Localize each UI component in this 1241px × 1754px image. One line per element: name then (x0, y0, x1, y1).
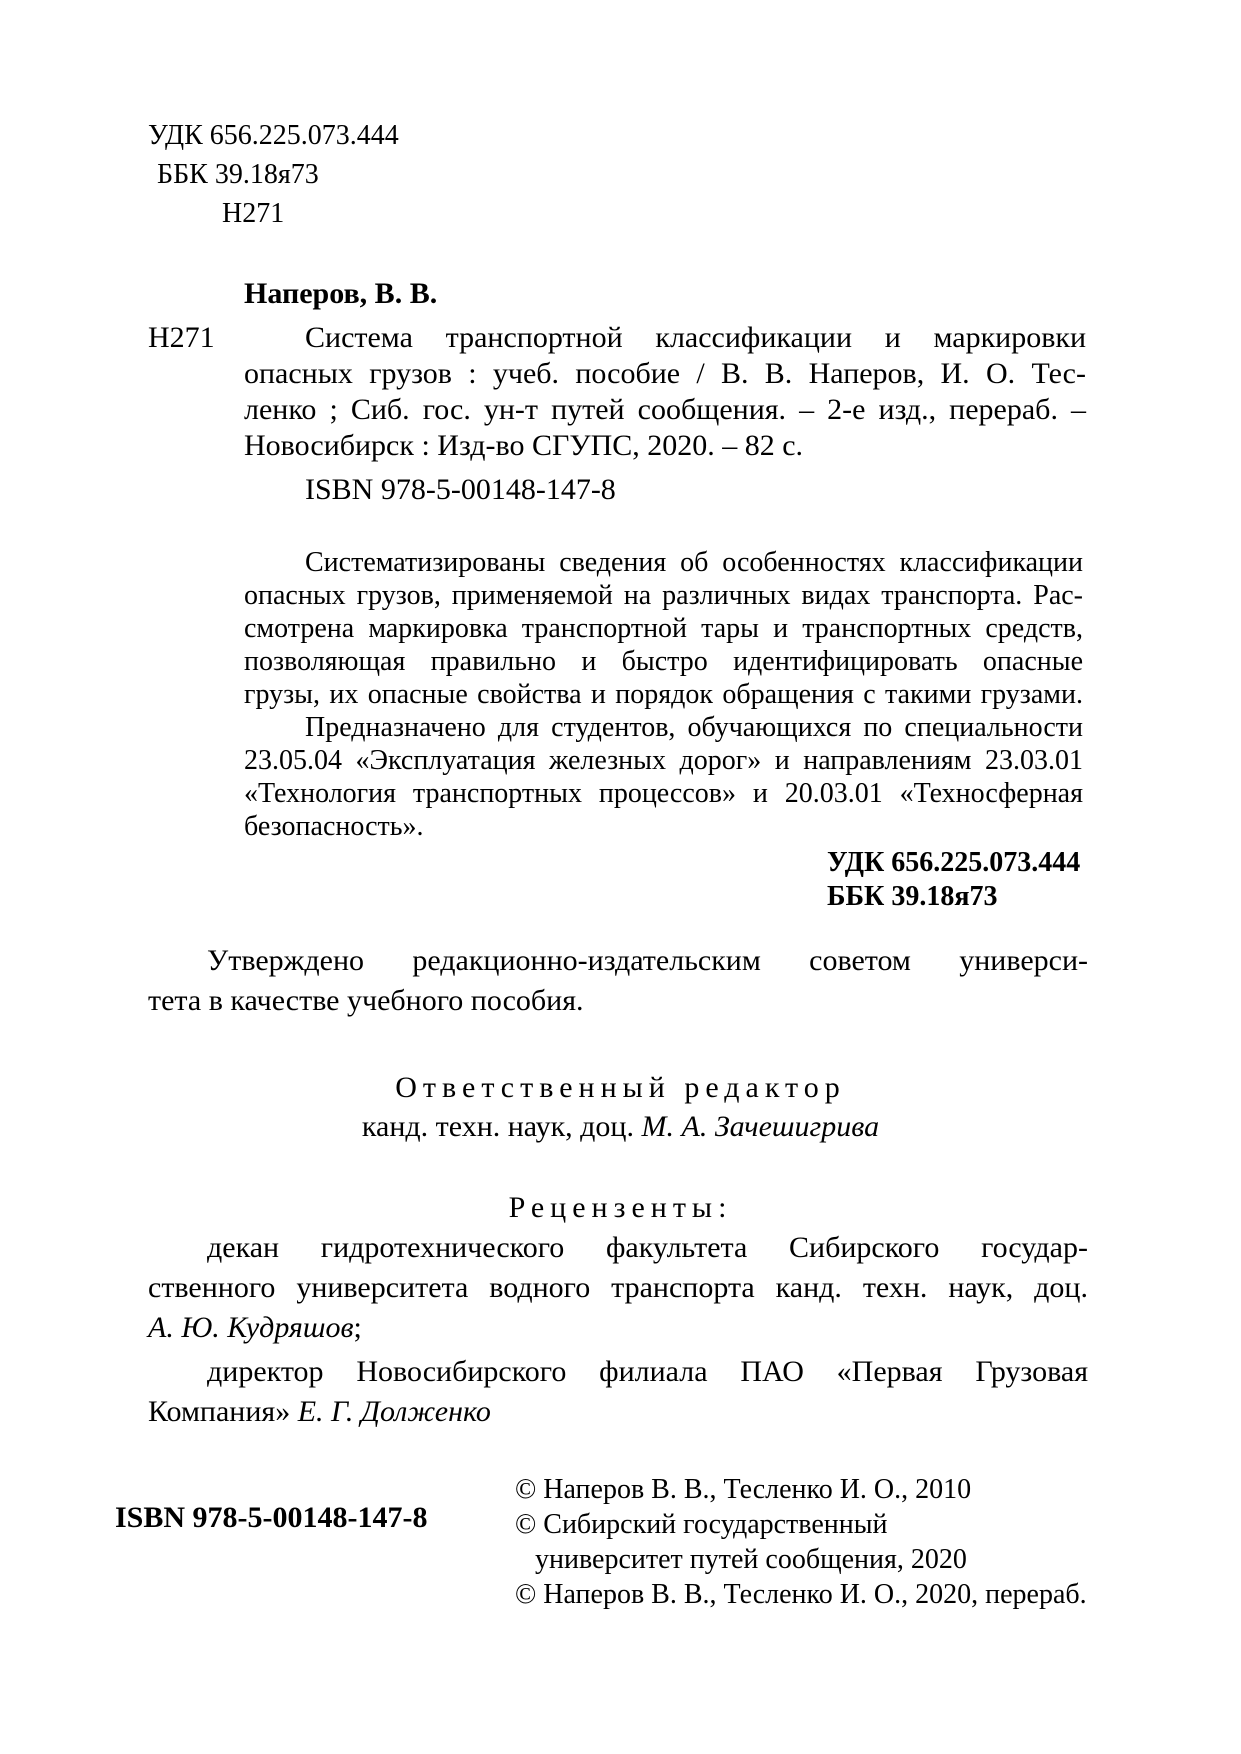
reviewers-title: Рецензенты: (508, 1191, 733, 1224)
abstract-p1-line-4: позволяющая правильно и быстро идентифицировать опасные (244, 646, 1083, 677)
reviewer-2-line-1: директор Новосибирского филиала ПАО «Первая Грузовая (207, 1355, 1088, 1388)
udk-header: УДК 656.225.073.444 (148, 120, 399, 151)
copyright-line-1: © Наперов В. В., Тесленко И. О., 2010 (515, 1474, 972, 1505)
reviewer-2-prefix: Компания» (148, 1395, 291, 1428)
author-mark-header: Н271 (222, 198, 285, 229)
abstract-p2-line-3: «Технология транспортных процессов» и 20.03.01 «Техносферная (244, 778, 1083, 809)
editor-credentials: канд. техн. наук, доц. (361, 1110, 634, 1143)
approval-line-1: Утверждено редакционно-издательским советом универси- (207, 944, 1088, 977)
bib-line-3: ленко ; Сиб. гос. ун-т путей сообщения. – 2-е изд., перераб. – (244, 393, 1086, 426)
bib-line-4: Новосибирск : Изд-во СГУПС, 2020. – 82 с. (244, 429, 804, 462)
abstract-p2-line-2: 23.05.04 «Эксплуатация железных дорог» и направлениям 23.03.01 (244, 745, 1083, 776)
abstract-p1-line-3: смотрена маркировка транспортной тары и транспортных средств, (244, 613, 1083, 644)
bib-isbn: ISBN 978-5-00148-147-8 (305, 473, 616, 506)
abstract-p1-line-2: опасных грузов, применяемой на различных видах транспорта. Рас- (244, 580, 1083, 611)
reviewer-2-line-2 (148, 1394, 491, 1430)
copyright-line-3: университет путей сообщения, 2020 (535, 1544, 967, 1575)
abstract-p2-line-1: Предназначено для студентов, обучающихся по специальности (305, 712, 1083, 743)
reviewer-1-line-1: декан гидротехнического факультета Сибирского государ- (207, 1231, 1088, 1264)
reviewer-1-end: ; (353, 1311, 362, 1344)
bbk-header: ББК 39.18я73 (157, 159, 319, 190)
reviewer-2-name: Е. Г. Долженко (297, 1395, 491, 1428)
abstract-p2-line-4: безопасность». (244, 811, 424, 842)
reviewer-1-line-3 (148, 1310, 362, 1346)
footer-isbn: ISBN 978-5-00148-147-8 (115, 1501, 428, 1534)
copyright-line-2: © Сибирский государственный (515, 1509, 888, 1540)
editor-line (0, 1109, 1241, 1145)
reviewer-1-line-2: ственного университета водного транспорта канд. техн. наук, доц. (148, 1271, 1088, 1304)
editor-name: М. А. Зачешигрива (641, 1110, 880, 1143)
bib-line-2: опасных грузов : учеб. пособие / В. В. Наперов, И. О. Тес- (244, 357, 1086, 390)
bib-mark: Н271 (148, 321, 215, 354)
copyright-line-4: © Наперов В. В., Тесленко И. О., 2020, перераб. (515, 1579, 1087, 1610)
editor-title: Ответственный редактор (395, 1071, 846, 1104)
abstract-p1-line-1: Систематизированы сведения об особенностях классификации (305, 547, 1083, 578)
abstract-p1-line-5: грузы, их опасные свойства и порядок обращения с такими грузами. (244, 679, 1083, 710)
abstract-bbk: ББК 39.18я73 (827, 881, 998, 912)
reviewer-1-name: А. Ю. Кудряшов (148, 1311, 354, 1344)
abstract-udk: УДК 656.225.073.444 (827, 847, 1081, 878)
bib-author: Наперов, В. В. (244, 277, 438, 310)
approval-line-2: тета в качестве учебного пособия. (148, 984, 584, 1017)
bib-line-1: Система транспортной классификации и маркировки (305, 321, 1086, 354)
